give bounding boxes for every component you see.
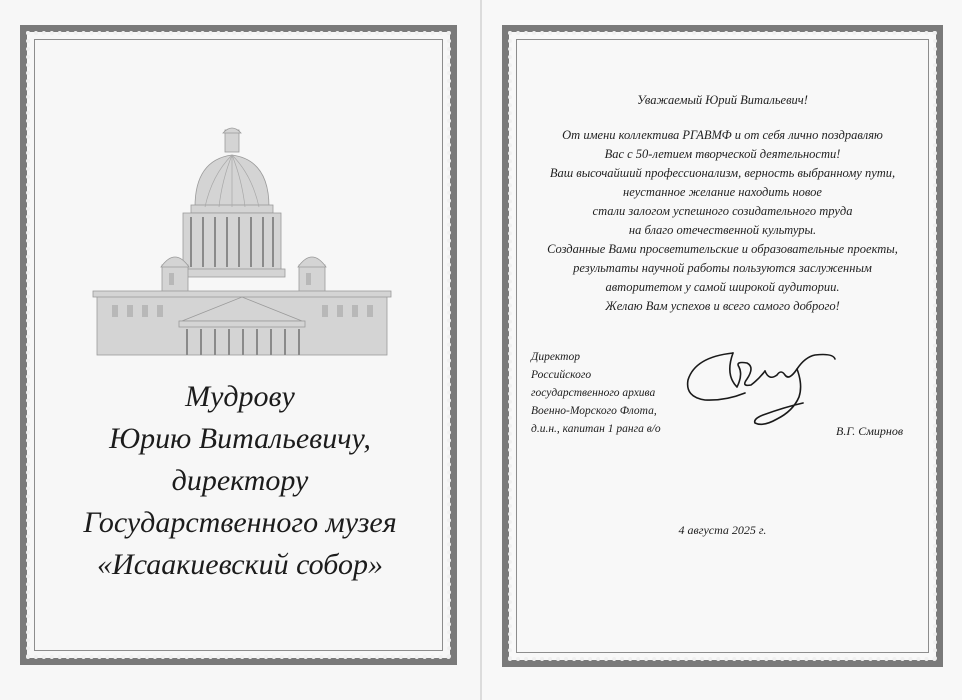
letter-body-line: От имени коллектива РГАВМФ и от себя лично поздравляю: [562, 128, 883, 142]
letter-body-line: Ваш высочайший профессионализм, верность выбранному пути,: [549, 166, 896, 180]
letter-body-line: результаты научной работы пользуются заслуженным: [573, 261, 872, 275]
letter-body-line: неустанное желание находить новое: [623, 185, 822, 199]
handwritten-signature: [685, 345, 845, 437]
addressee-line-name: Юрию Витальевичу,: [109, 422, 371, 455]
addressee-line-position: директору: [171, 464, 309, 497]
addressee-line-surname: Мудрову: [185, 380, 295, 413]
letter-greeting: Уважаемый Юрий Витальевич!: [637, 93, 808, 107]
signatory-title-line: Военно-Морского Флота,: [531, 405, 657, 417]
letter-date: 4 августа 2025 г.: [678, 523, 767, 537]
letter-body-line: авторитетом у самой широкой аудитории.: [605, 280, 840, 294]
letter-body-line: Созданные Вами просветительские и образовательные проекты,: [547, 242, 898, 256]
addressee-line-organization: Государственного музея: [83, 506, 397, 539]
signatory-title-line: Директор: [531, 351, 580, 363]
letter-body-line: Желаю Вам успехов и всего самого доброго!: [605, 299, 840, 313]
signatory-title-line: д.и.н., капитан 1 ранга в/о: [531, 423, 661, 435]
signatory-name: В.Г. Смирнов: [836, 424, 904, 438]
addressee-line-museum: «Исаакиевский собор»: [97, 548, 383, 581]
cathedral-illustration: [87, 125, 397, 360]
letter-body-line: Вас с 50-летием творческой деятельности!: [604, 147, 841, 161]
letter-body-line: стали залогом успешного созидательного труда: [592, 204, 853, 218]
signatory-title-line: Российского: [531, 369, 592, 381]
letter-body-line: на благо отечественной культуры.: [628, 223, 817, 237]
signatory-title-line: государственного архива: [531, 387, 656, 399]
